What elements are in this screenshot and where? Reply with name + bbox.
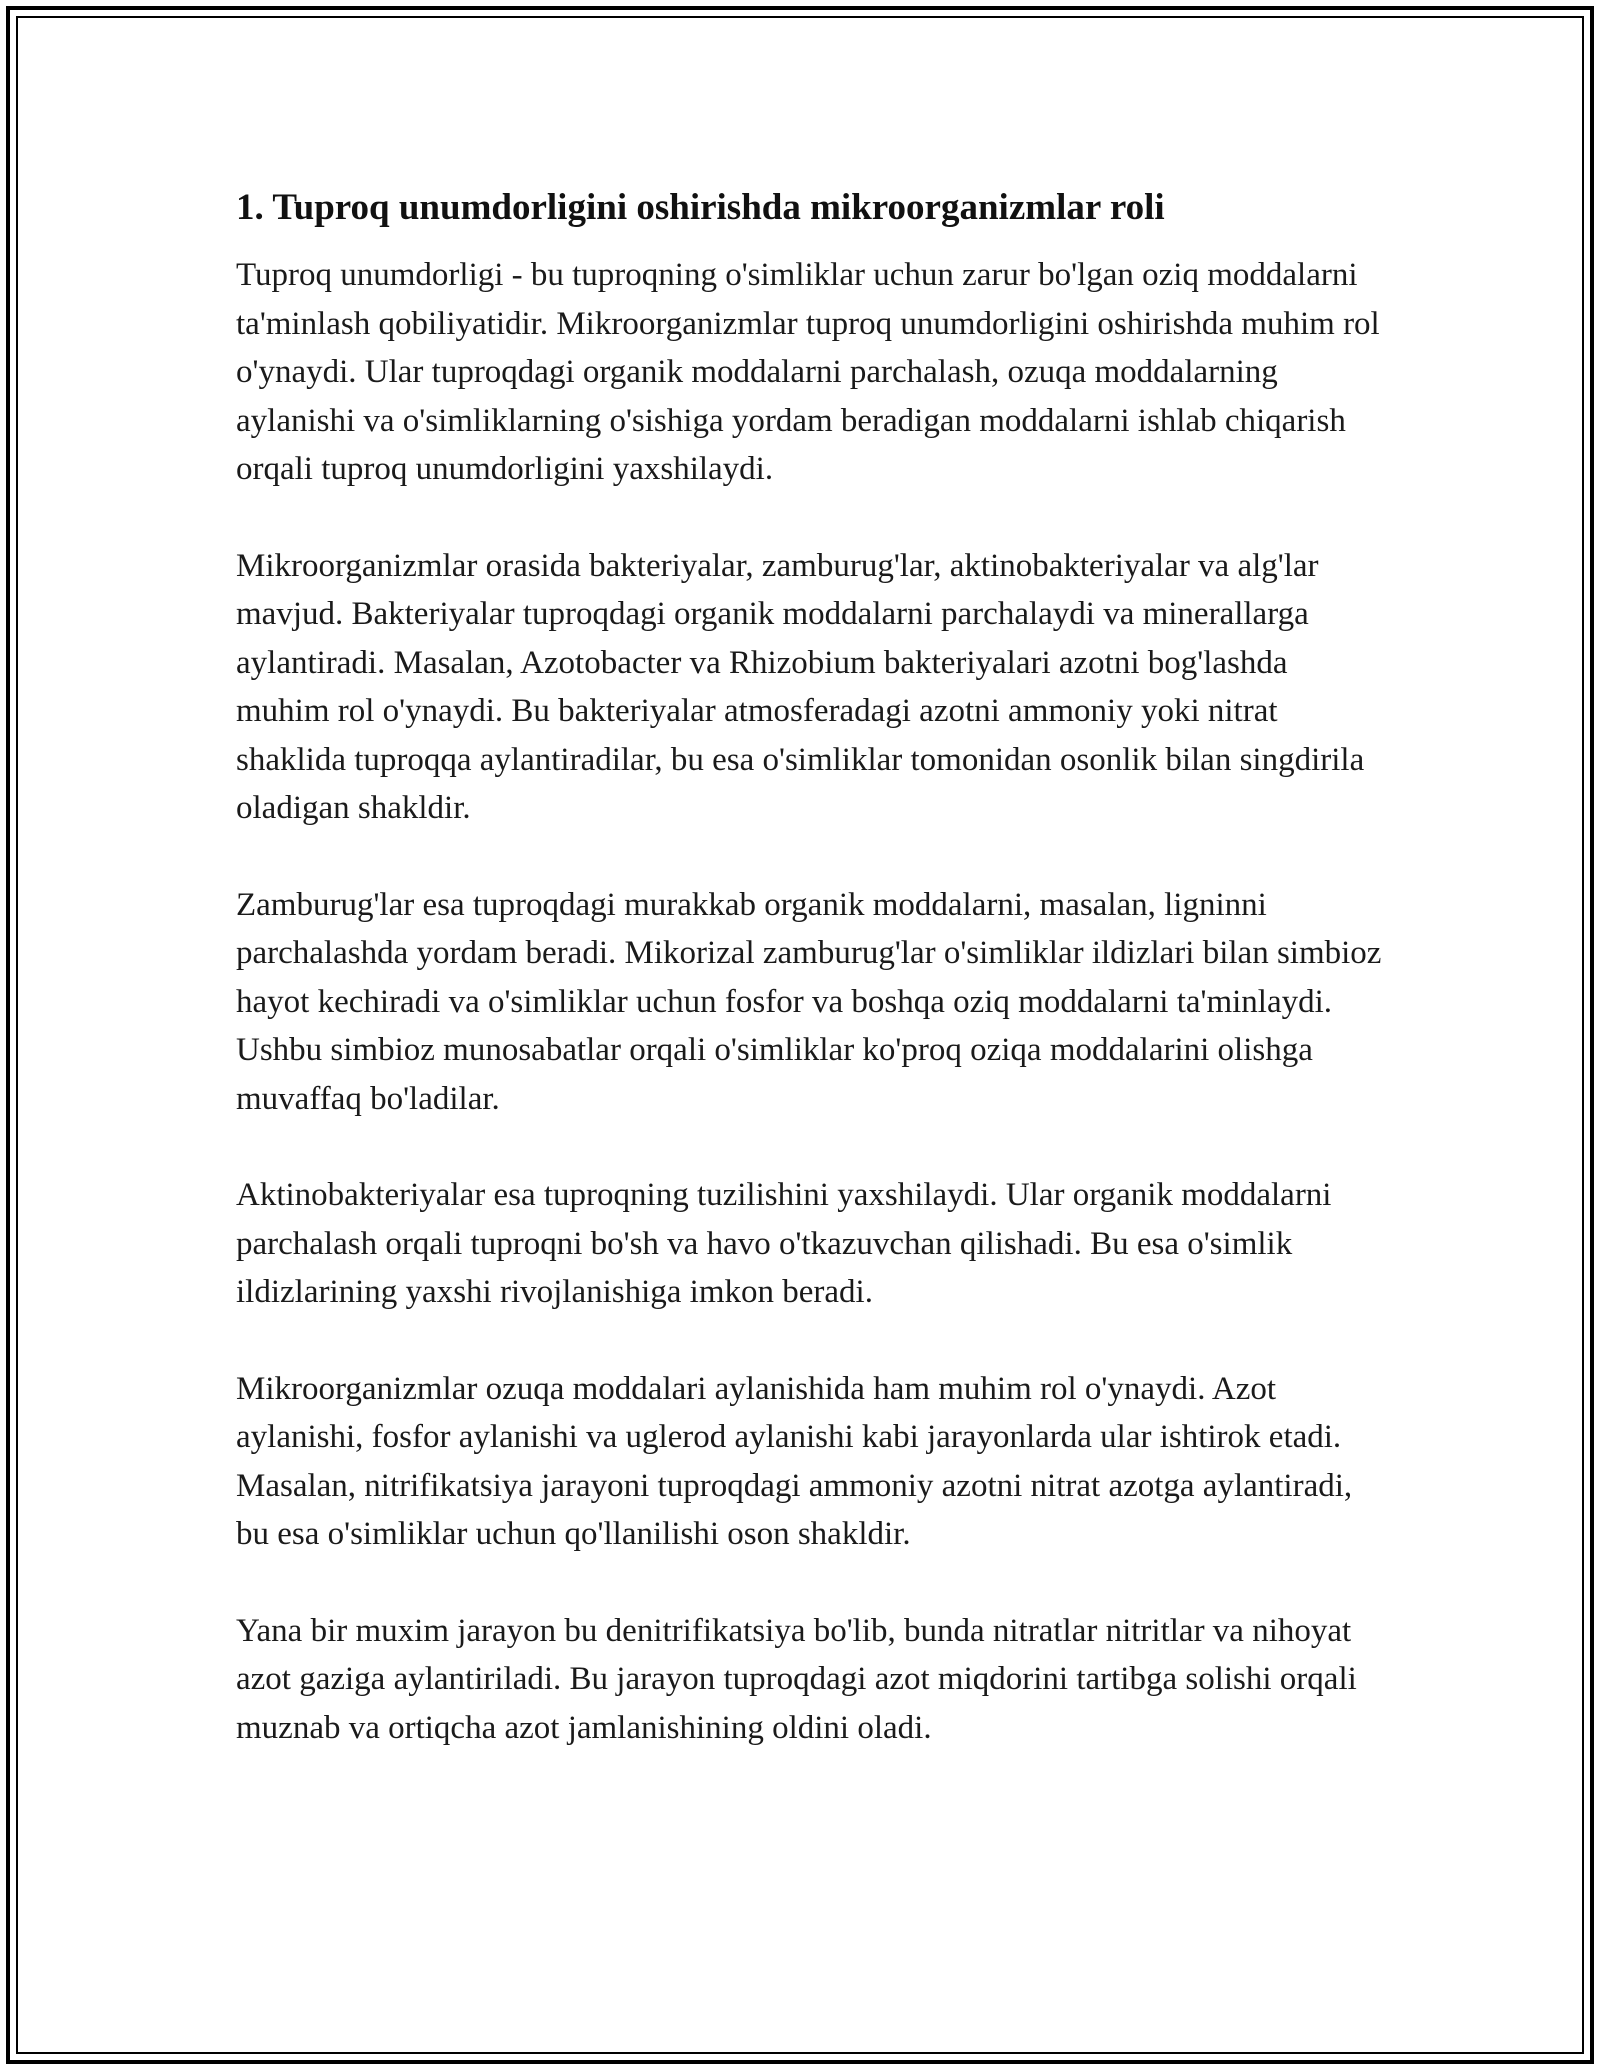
paragraph-soil-fertility: Tuproq unumdorligi - bu tuproqning o'simliklar uchun zarur bo'lgan oziq moddalarni ta'minlash qobiliyatidir. Mikroorganizmlar tuproq unumdorligini oshirishda muhim rol o'ynaydi. Ular tuproqdagi organik moddalarni parchalash, ozuqa moddalarning aylanishi va o'simliklarning o'sishiga yordam beradigan moddalarni ishlab chiqarish orqali tuproq unumdorligini yaxshilaydi. <box>236 257 1380 487</box>
paragraph-actinobacteria: Aktinobakteriyalar esa tuproqning tuzilishini yaxshilaydi. Ular organik moddalarni parchalash orqali tuproqni bo'sh va havo o'tkazuvchan qilishadi. Bu esa o'simlik ildizlarining yaxshi rivojlanishiga imkon beradi. <box>236 1177 1332 1310</box>
section-heading: 1. Tuproq unumdorligini oshirishda mikroorganizmlar roli <box>236 187 1165 228</box>
paragraph-fungi: Zamburug'lar esa tuproqdagi murakkab organik moddalarni, masalan, ligninni parchalashda yordam beradi. Mikorizal zamburug'lar o'simliklar ildizlari bilan simbioz hayot kechiradi va o'simliklar uchun fosfor va boshqa oziq moddalarni ta'minlaydi. Ushbu simbioz munosabatlar orqali o'simliklar ko'proq oziqa moddalarini olishga muvaffaq bo'ladilar. <box>236 886 1382 1117</box>
paragraph-bacteria: Mikroorganizmlar orasida bakteriyalar, zamburug'lar, aktinobakteriyalar va alg'lar mavjud. Bakteriyalar tuproqdagi organik moddalarni parchalaydi va minerallarga aylantiradi. Masalan, Azotobacter va Rhizobium bakteriyalari azotni bog'lashda muhim rol o'ynaydi. Bu bakteriyalar atmosferadagi azotni ammoniy yoki nitrat shaklida tuproqqa aylantiradilar, bu esa o'simliklar tomonidan osonlik bilan singdirila oladigan shakldir. <box>236 547 1365 826</box>
document-body <box>236 186 1386 1800</box>
paragraph-nutrient-cycles: Mikroorganizmlar ozuqa moddalari aylanishida ham muhim rol o'ynaydi. Azot aylanishi, fosfor aylanishi va uglerod aylanishi kabi jarayonlarda ular ishtirok etadi. Masalan, nitrifikatsiya jarayoni tuproqdagi ammoniy azotni nitrat azotga aylantiradi, bu esa o'simliklar uchun qo'llanilishi oson shakldir. <box>236 1370 1353 1552</box>
paragraph-denitrification: Yana bir muxim jarayon bu denitrifikatsiya bo'lib, bunda nitratlar nitritlar va nihoyat azot gaziga aylantiriladi. Bu jarayon tuproqdagi azot miqdorini tartibga solishi orqali muznab va ortiqcha azot jamlanishining oldini oladi. <box>236 1612 1357 1746</box>
